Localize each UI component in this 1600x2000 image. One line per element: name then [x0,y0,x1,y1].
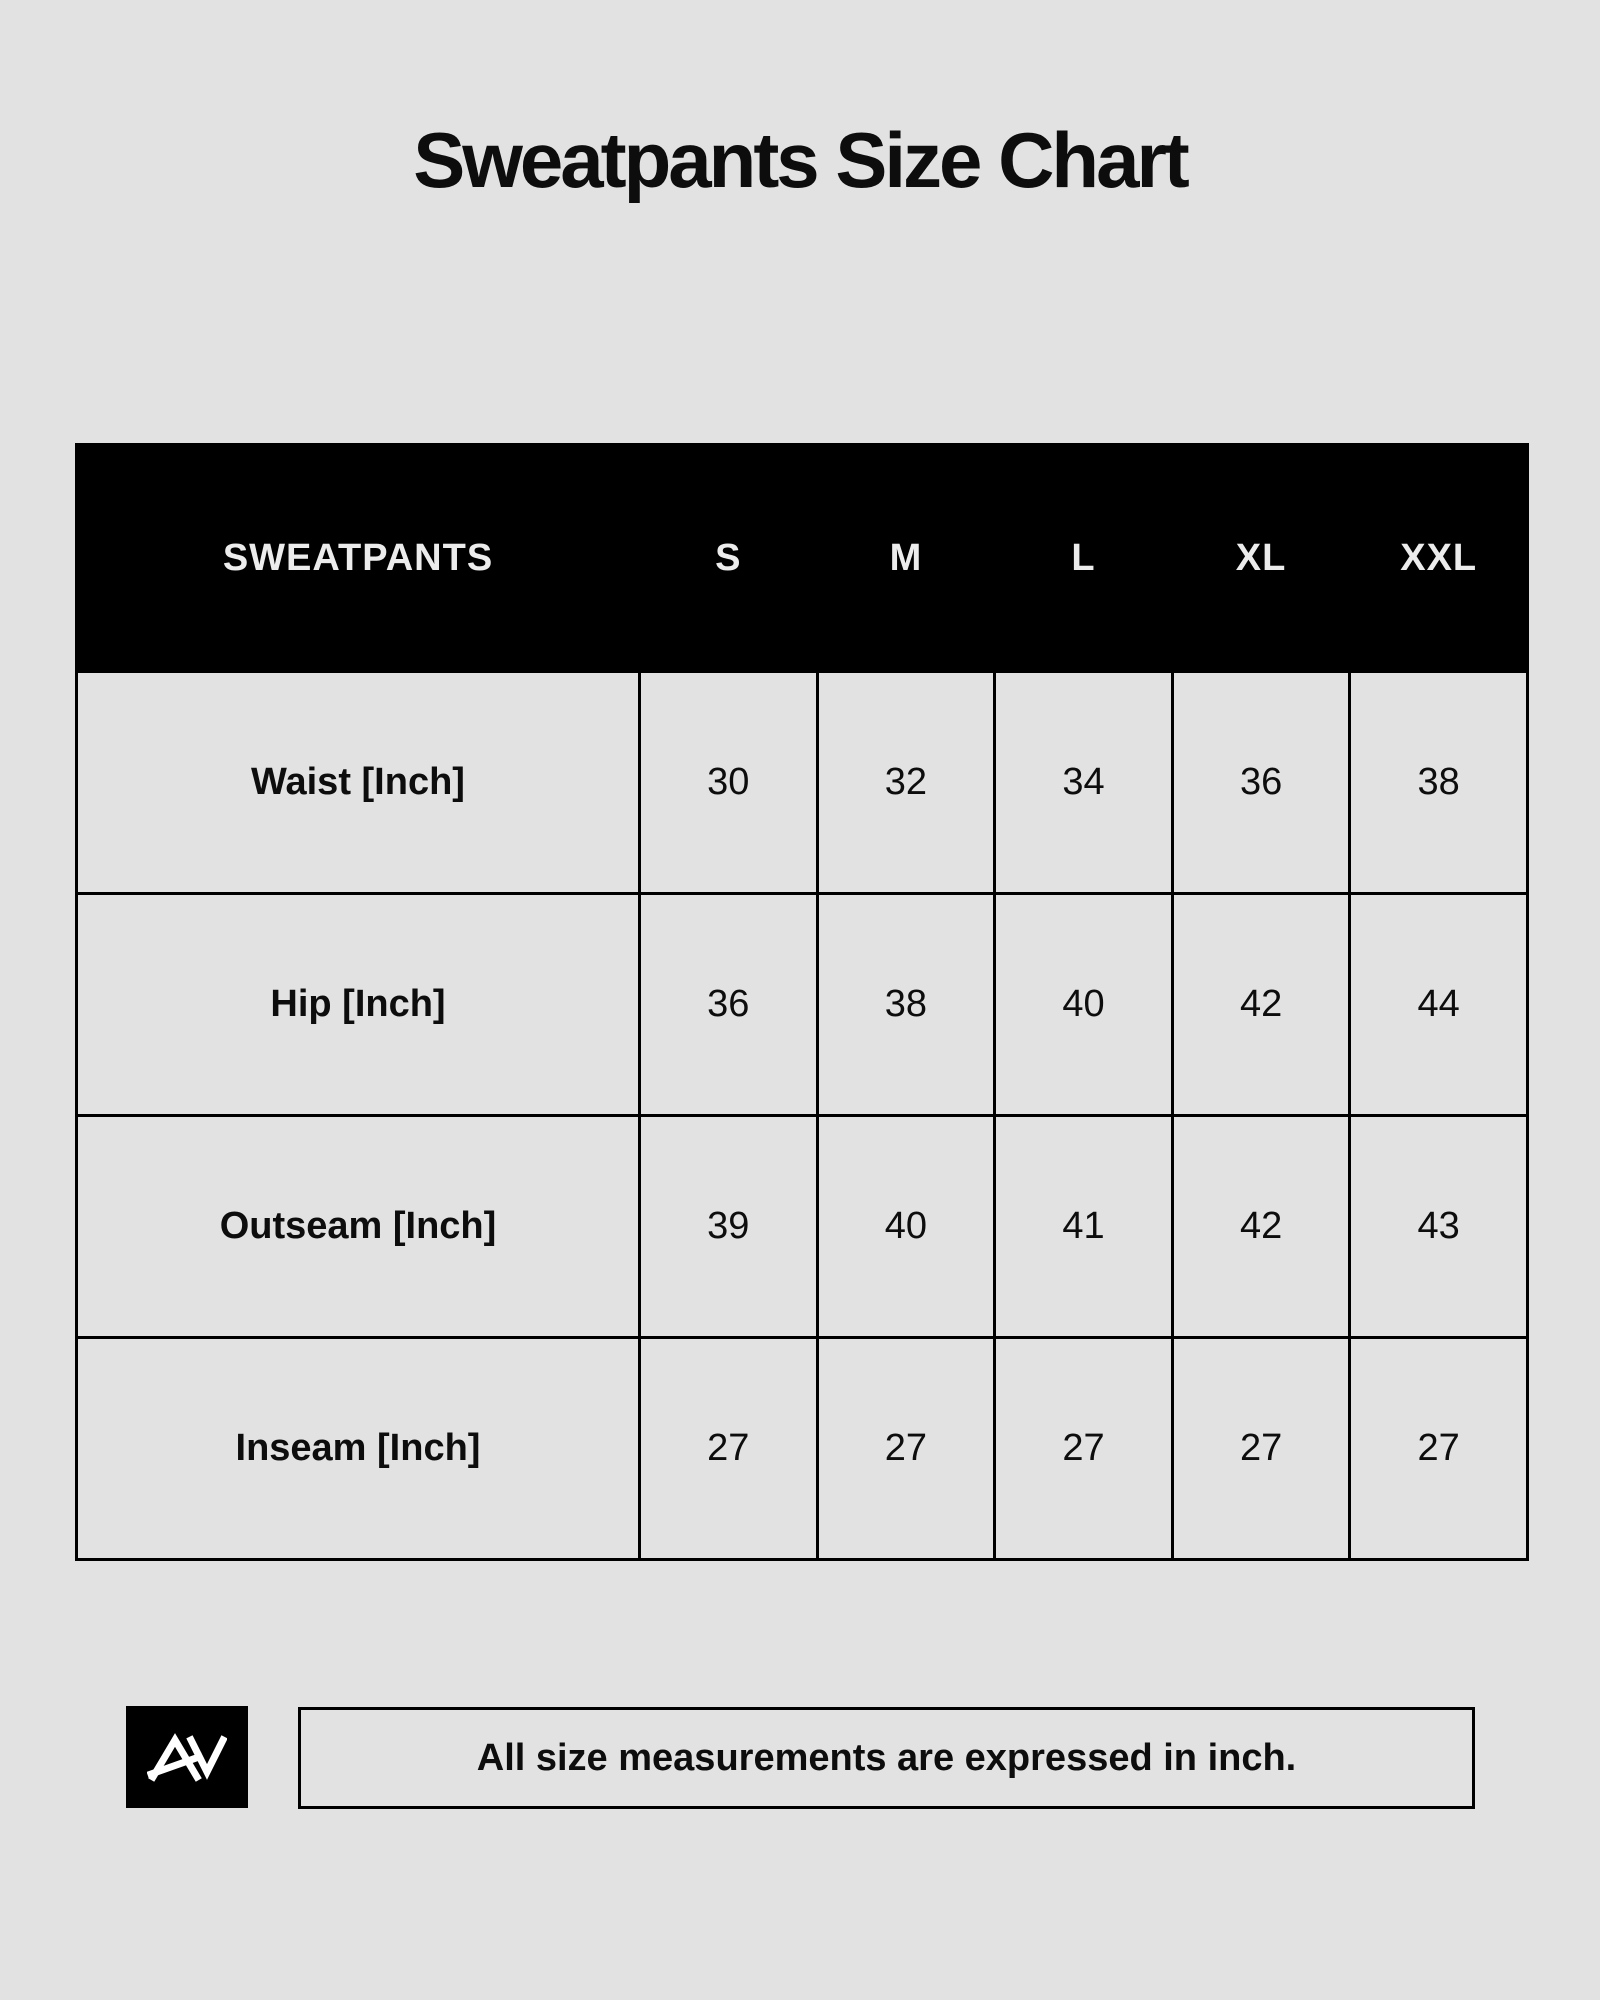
table-cell: 30 [640,672,818,894]
brand-logo-mark [147,1732,227,1782]
table-cell: 40 [995,894,1173,1116]
row-label-outseam: Outseam [Inch] [77,1116,640,1338]
table-cell: 27 [1350,1338,1528,1560]
table-cell: 32 [817,672,995,894]
page-title: Sweatpants Size Chart [413,116,1187,204]
table-cell: 41 [995,1116,1173,1338]
table-cell: 43 [1350,1116,1528,1338]
table-cell: 38 [817,894,995,1116]
column-header-size-s: S [640,445,818,672]
column-header-size-l: L [995,445,1173,672]
table-cell: 27 [995,1338,1173,1560]
table-row [77,1116,1528,1338]
table-cell: 42 [1172,894,1350,1116]
table-cell: 40 [817,1116,995,1338]
measurement-note [298,1707,1475,1809]
table-cell: 36 [640,894,818,1116]
table-cell: 27 [640,1338,818,1560]
table-cell: 39 [640,1116,818,1338]
column-header-size-m: M [817,445,995,672]
table-row [77,894,1528,1116]
table-cell: 42 [1172,1116,1350,1338]
table-cell: 34 [995,672,1173,894]
table-header-row [77,445,1528,672]
table-cell: 36 [1172,672,1350,894]
table-cell: 27 [817,1338,995,1560]
brand-logo-icon [126,1706,248,1808]
row-label-hip: Hip [Inch] [77,894,640,1116]
table-row [77,672,1528,894]
table-cell: 44 [1350,894,1528,1116]
row-label-waist: Waist [Inch] [77,672,640,894]
measurement-note-text: All size measurements are expressed in inch. [476,1736,1297,1779]
column-header-garment: SWEATPANTS [77,445,640,672]
table-cell: 38 [1350,672,1528,894]
row-label-inseam: Inseam [Inch] [77,1338,640,1560]
column-header-size-xxl: XXL [1350,445,1528,672]
table-cell: 27 [1172,1338,1350,1560]
table-row [77,1338,1528,1560]
column-header-size-xl: XL [1172,445,1350,672]
size-chart-table [75,443,1529,1561]
